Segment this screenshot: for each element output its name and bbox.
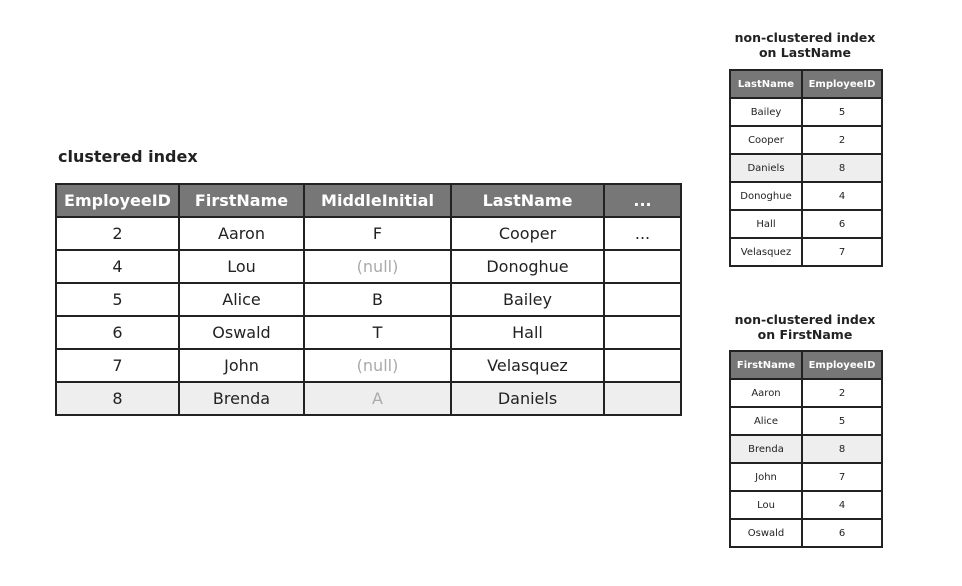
title-line: non-clustered index <box>734 312 876 327</box>
table-row <box>730 98 882 126</box>
column-header: EmployeeID <box>56 184 179 217</box>
table-cell: 6 <box>802 519 882 547</box>
table-cell: A <box>304 382 451 415</box>
column-header: EmployeeID <box>802 351 882 379</box>
column-header: FirstName <box>179 184 304 217</box>
table-cell: 7 <box>56 349 179 382</box>
table-cell: Cooper <box>451 217 604 250</box>
table-cell <box>604 283 681 316</box>
table-cell: 8 <box>802 435 882 463</box>
table-cell: Hall <box>730 210 802 238</box>
column-header: ... <box>604 184 681 217</box>
table-row <box>56 382 681 415</box>
table-row <box>730 182 882 210</box>
title-line: non-clustered index <box>734 30 876 45</box>
table-cell: Brenda <box>179 382 304 415</box>
table-row <box>730 210 882 238</box>
table-cell: Velasquez <box>730 238 802 266</box>
table-cell: Lou <box>730 491 802 519</box>
column-header: LastName <box>451 184 604 217</box>
table-row <box>730 154 882 182</box>
table-cell: Hall <box>451 316 604 349</box>
table-row <box>56 217 681 250</box>
clustered-index-table <box>55 183 682 416</box>
table-row <box>730 491 882 519</box>
table-row <box>730 407 882 435</box>
table-cell: Alice <box>179 283 304 316</box>
table-cell: Lou <box>179 250 304 283</box>
table-row <box>56 349 681 382</box>
table-cell: John <box>179 349 304 382</box>
table-cell <box>604 382 681 415</box>
table-cell: T <box>304 316 451 349</box>
table-row <box>56 316 681 349</box>
column-header: LastName <box>730 70 802 98</box>
table-row <box>730 379 882 407</box>
table-cell: 5 <box>802 407 882 435</box>
table-cell: Velasquez <box>451 349 604 382</box>
table-cell: Bailey <box>451 283 604 316</box>
table-cell: Daniels <box>451 382 604 415</box>
table-cell: 7 <box>802 463 882 491</box>
title-line: on FirstName <box>757 327 853 342</box>
title-line: on LastName <box>758 45 852 60</box>
table-cell: 8 <box>56 382 179 415</box>
table-row <box>730 238 882 266</box>
table-cell: 8 <box>802 154 882 182</box>
table-cell: Oswald <box>730 519 802 547</box>
table-cell: Alice <box>730 407 802 435</box>
table-cell: 4 <box>56 250 179 283</box>
table-cell: Bailey <box>730 98 802 126</box>
table-cell: 5 <box>802 98 882 126</box>
table-cell: 2 <box>802 126 882 154</box>
table-row <box>56 250 681 283</box>
column-header: MiddleInitial <box>304 184 451 217</box>
table-cell: Donoghue <box>730 182 802 210</box>
table-cell <box>604 250 681 283</box>
column-header: EmployeeID <box>802 70 882 98</box>
table-cell: 6 <box>802 210 882 238</box>
table-cell: (null) <box>304 250 451 283</box>
nc-firstname-table <box>729 350 883 548</box>
table-cell: Aaron <box>179 217 304 250</box>
table-cell: 2 <box>56 217 179 250</box>
table-cell: F <box>304 217 451 250</box>
table-cell: 5 <box>56 283 179 316</box>
table-cell: 4 <box>802 491 882 519</box>
nc-lastname-table <box>729 69 883 267</box>
nc-firstname-title <box>720 312 890 342</box>
table-cell: Cooper <box>730 126 802 154</box>
table-row <box>730 463 882 491</box>
table-cell: Aaron <box>730 379 802 407</box>
table-cell: 6 <box>56 316 179 349</box>
table-cell: Daniels <box>730 154 802 182</box>
table-cell: John <box>730 463 802 491</box>
table-cell: ... <box>604 217 681 250</box>
table-cell: (null) <box>304 349 451 382</box>
table-cell: 4 <box>802 182 882 210</box>
table-cell: 2 <box>802 379 882 407</box>
column-header: FirstName <box>730 351 802 379</box>
table-cell: 7 <box>802 238 882 266</box>
table-row <box>730 435 882 463</box>
clustered-index-title: clustered index <box>58 147 198 166</box>
table-cell: Oswald <box>179 316 304 349</box>
table-cell: Brenda <box>730 435 802 463</box>
table-cell: B <box>304 283 451 316</box>
table-row <box>56 283 681 316</box>
table-row <box>730 126 882 154</box>
table-cell <box>604 316 681 349</box>
nc-lastname-title <box>720 30 890 60</box>
table-cell <box>604 349 681 382</box>
table-row <box>730 519 882 547</box>
table-cell: Donoghue <box>451 250 604 283</box>
